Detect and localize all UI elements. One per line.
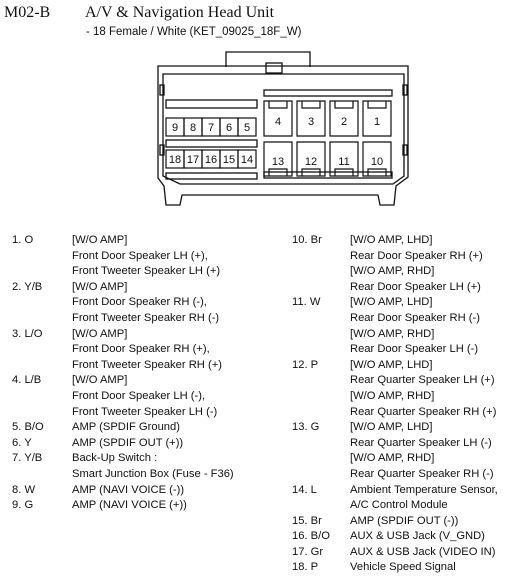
pin-description-line: Rear Quarter Speaker LH (+) bbox=[350, 374, 495, 387]
pin-description bbox=[350, 358, 496, 420]
pin-description-line: AMP (SPDIF OUT (-)) bbox=[350, 514, 459, 527]
pin-row bbox=[12, 420, 234, 436]
pin-number: 11. W bbox=[292, 296, 321, 309]
pin-description bbox=[72, 451, 234, 482]
pin-description bbox=[350, 420, 494, 482]
pin-description-line: AUX & USB Jack (V_GND) bbox=[350, 530, 485, 543]
pin-description-line: [W/O AMP, RHD] bbox=[350, 452, 435, 465]
pin-description-line: [W/O AMP, RHD] bbox=[350, 389, 435, 402]
pin-number: 12. P bbox=[292, 358, 319, 371]
pin-description bbox=[72, 483, 184, 499]
pin-row bbox=[292, 233, 498, 295]
pin-number: 17. Gr bbox=[292, 545, 324, 558]
pin-description-line: [W/O AMP, LHD] bbox=[350, 296, 433, 309]
pin-label: 11 bbox=[338, 156, 350, 168]
pin-description bbox=[72, 233, 220, 280]
pin-description-line: AMP (SPDIF OUT (+)) bbox=[72, 436, 184, 449]
pin-table-right bbox=[292, 233, 498, 576]
pin-row bbox=[292, 529, 498, 545]
pin-number: 18. P bbox=[292, 561, 319, 574]
pin-number: 13. G bbox=[292, 421, 320, 434]
pin-number: 4. L/B bbox=[12, 374, 42, 387]
pin-row bbox=[292, 420, 498, 482]
pin-description-line: Front Tweeter Speaker RH (+) bbox=[72, 358, 222, 371]
pin-description bbox=[350, 560, 456, 576]
pin-description-line: Rear Door Speaker LH (-) bbox=[350, 343, 479, 356]
pin-label: 16 bbox=[204, 154, 218, 166]
pin-number: 9. G bbox=[12, 499, 34, 512]
pin-label: 6 bbox=[225, 122, 233, 134]
pin-label: 15 bbox=[222, 154, 236, 166]
pin-description-line: [W/O AMP, RHD] bbox=[350, 327, 435, 340]
pin-row bbox=[292, 483, 498, 514]
pin-number: 15. Br bbox=[292, 514, 322, 527]
pin-description-line: Rear Quarter Speaker LH (-) bbox=[350, 436, 492, 449]
pin-description-line: A/C Control Module bbox=[350, 499, 448, 512]
pin-description-line: AMP (NAVI VOICE (-)) bbox=[72, 483, 185, 496]
pin-label: 10 bbox=[370, 156, 384, 168]
connector-spec: - 18 Female / White (KET_09025_18F_W) bbox=[86, 26, 302, 38]
pin-description bbox=[72, 280, 219, 327]
pin-description-line: [W/O AMP, LHD] bbox=[350, 358, 433, 371]
pin-description bbox=[72, 436, 183, 452]
pin-number: 10. Br bbox=[292, 234, 322, 246]
pin-description-line: Rear Quarter Speaker RH (-) bbox=[350, 467, 494, 480]
pin-label: 13 bbox=[271, 156, 285, 168]
pin-row bbox=[292, 295, 498, 357]
pin-label: 12 bbox=[304, 156, 318, 168]
pin-description bbox=[350, 529, 485, 545]
pin-row bbox=[12, 280, 234, 327]
pin-label: 8 bbox=[189, 122, 197, 134]
pin-description-line: Back-Up Switch : bbox=[72, 452, 158, 465]
pin-number: 16. B/O bbox=[292, 530, 330, 543]
pin-description-line: Smart Junction Box (Fuse - F36) bbox=[72, 467, 234, 480]
pin-number: 6. Y bbox=[12, 436, 32, 449]
pin-label: 3 bbox=[307, 116, 315, 128]
pin-description bbox=[350, 233, 483, 295]
pin-label: 9 bbox=[171, 122, 179, 134]
pin-description-line: [W/O AMP, LHD] bbox=[350, 421, 433, 434]
pin-row bbox=[12, 498, 234, 514]
pin-label: 4 bbox=[274, 116, 282, 128]
pin-row bbox=[12, 373, 234, 420]
pin-description-line: Front Door Speaker LH (+), bbox=[72, 249, 208, 262]
pin-description bbox=[350, 483, 498, 514]
pin-row bbox=[12, 327, 234, 374]
pin-number: 5. B/O bbox=[12, 421, 44, 434]
pin-description bbox=[72, 498, 187, 514]
connector-diagram bbox=[0, 0, 524, 230]
pin-number: 8. W bbox=[12, 483, 35, 496]
locking-tab bbox=[226, 52, 310, 67]
pin-row bbox=[12, 483, 234, 499]
pin-description-line: [W/O AMP] bbox=[72, 280, 128, 293]
pin-description-line: Rear Door Speaker LH (+) bbox=[350, 280, 481, 293]
pin-label: 7 bbox=[207, 122, 215, 134]
pin-row bbox=[12, 451, 234, 482]
pin-description-line: Front Tweeter Speaker LH (-) bbox=[72, 405, 218, 418]
pin-description-line: [W/O AMP] bbox=[72, 327, 128, 340]
pin-row bbox=[12, 233, 234, 280]
pin-description-line: AMP (NAVI VOICE (+)) bbox=[72, 499, 187, 512]
pin-description bbox=[350, 514, 458, 530]
pin-number: 7. Y/B bbox=[12, 452, 43, 465]
pin-description-line: Ambient Temperature Sensor, bbox=[350, 483, 498, 496]
pin-description-line: [W/O AMP, LHD] bbox=[350, 234, 433, 246]
pin-description-line: AMP (SPDIF Ground) bbox=[72, 421, 180, 434]
unit-title: A/V & Navigation Head Unit bbox=[85, 4, 275, 21]
pin-description-line: Front Door Speaker RH (-), bbox=[72, 296, 207, 309]
pin-description-line: [W/O AMP] bbox=[72, 234, 128, 246]
pin-description-line: Front Tweeter Speaker LH (+) bbox=[72, 265, 221, 278]
connector-code: M02-B bbox=[4, 4, 51, 21]
pin-description bbox=[72, 420, 180, 436]
pin-description bbox=[72, 373, 217, 420]
pin-row bbox=[292, 514, 498, 530]
pin-description-line: [W/O AMP, RHD] bbox=[350, 265, 435, 278]
pin-description-line: Rear Door Speaker RH (-) bbox=[350, 311, 480, 324]
tab-slot bbox=[266, 63, 282, 73]
pin-label: 17 bbox=[186, 154, 200, 166]
pin-row bbox=[292, 358, 498, 420]
pin-label: 5 bbox=[243, 122, 251, 134]
pin-description-line: Front Door Speaker LH (-), bbox=[72, 389, 206, 402]
pin-label: 14 bbox=[240, 154, 254, 166]
pin-number: 1. O bbox=[12, 234, 34, 246]
pin-row bbox=[12, 436, 234, 452]
pin-number: 2. Y/B bbox=[12, 280, 43, 293]
pin-label: 1 bbox=[373, 116, 381, 128]
pin-label: 18 bbox=[168, 154, 182, 166]
pin-table-left bbox=[12, 233, 234, 514]
pin-description-line: [W/O AMP] bbox=[72, 374, 128, 387]
pin-description-line: Rear Door Speaker RH (+) bbox=[350, 249, 483, 262]
pin-description-line: Front Tweeter Speaker RH (-) bbox=[72, 311, 220, 324]
pin-description bbox=[72, 327, 222, 374]
pin-description bbox=[350, 295, 480, 357]
pin-description-line: AUX & USB Jack (VIDEO IN) bbox=[350, 545, 496, 558]
pin-description bbox=[350, 545, 495, 561]
pin-description-line: Rear Quarter Speaker RH (+) bbox=[350, 405, 497, 418]
pin-number: 3. L/O bbox=[12, 327, 43, 340]
pin-description-line: Vehicle Speed Signal bbox=[350, 561, 456, 574]
pin-label: 2 bbox=[340, 116, 348, 128]
pin-row bbox=[292, 560, 498, 576]
pin-row bbox=[292, 545, 498, 561]
pin-number: 14. L bbox=[292, 483, 317, 496]
pin-description-line: Front Door Speaker RH (+), bbox=[72, 343, 210, 356]
